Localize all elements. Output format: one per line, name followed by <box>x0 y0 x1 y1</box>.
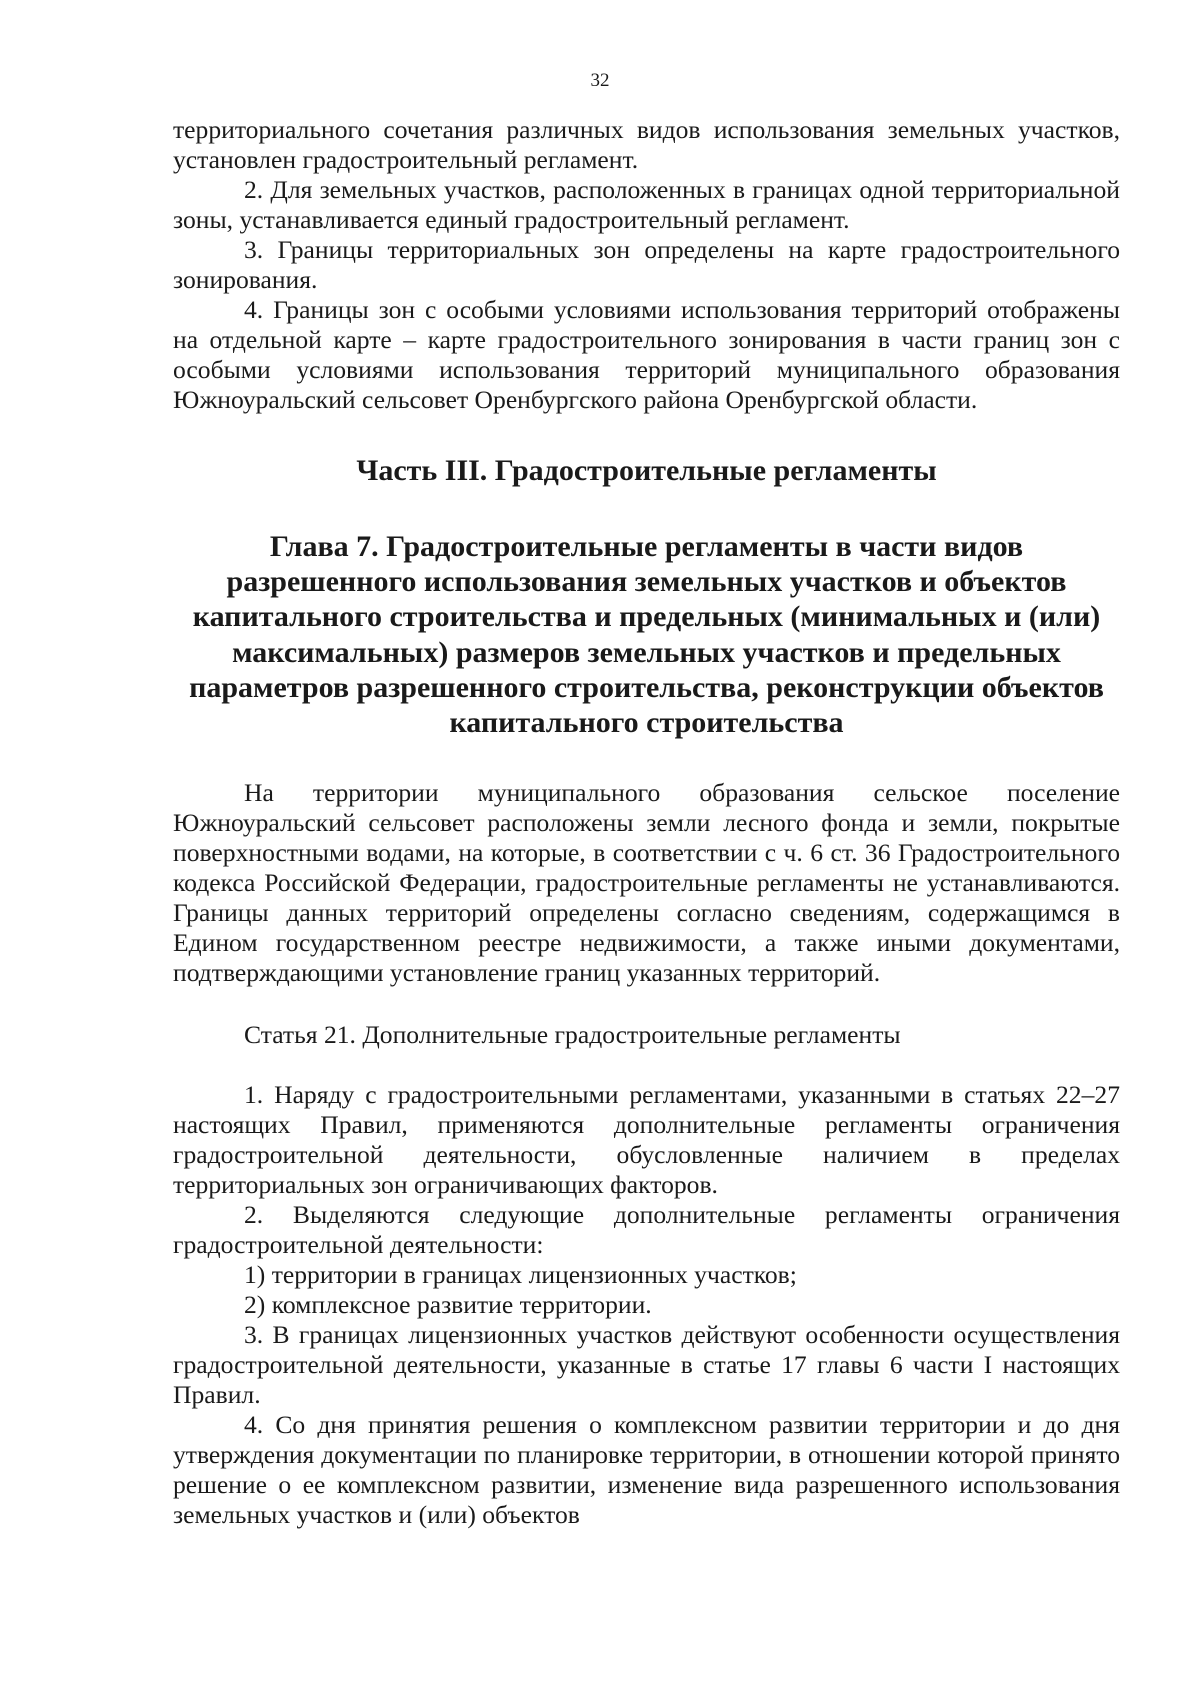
article-paragraph-4: 4. Со дня принятия решения о комплексном развитии территории и до дня утверждения документации по планировке территории, в отношении которой принято решение о ее комплексном развитии, изменение вида разрешенного использования земельных участков и (или) объектов <box>173 1410 1120 1530</box>
paragraph-continuation: территориального сочетания различных видов использования земельных участков, установлен градостроительный регламент. <box>173 115 1120 174</box>
article-list-item-1: 1) территории в границах лицензионных участков; <box>244 1260 797 1290</box>
article-paragraph-2: 2. Выделяются следующие дополнительные регламенты ограничения градостроительной деятельности: <box>173 1200 1120 1260</box>
paragraph-item-2: 2. Для земельных участков, расположенных в границах одной территориальной зоны, устанавливается единый градостроительный регламент. <box>173 175 1120 234</box>
chapter-title: Глава 7. Градостроительные регламенты в части видов разрешенного использования земельных участков и объектов капитального строительства и предельных (минимальных и (или) максимальных) размеров земельных участков и предельных параметров разрешенного строительства, реконструкции объектов капитального строительства <box>189 530 1104 740</box>
part-title: Часть III. Градостроительные регламенты <box>356 454 937 487</box>
page-number: 32 <box>590 70 610 91</box>
article-title: Статья 21. Дополнительные градостроительные регламенты <box>244 1020 901 1050</box>
chapter-paragraph: На территории муниципального образования сельское поселение Южноуральский сельсовет расположены земли лесного фонда и земли, покрытые поверхностными водами, на которые, в соответствии с ч. 6 ст. 36 Градостроительного кодекса Российской Федерации, градостроительные регламенты не устанавливаются. Границы данных территорий определены согласно сведениям, содержащимся в Едином государственном реестре недвижимости, а также иными документами, подтверждающими установление границ указанных территорий. <box>173 778 1120 988</box>
paragraph-item-3: 3. Границы территориальных зон определены на карте градостроительного зонирования. <box>173 235 1120 294</box>
paragraph-item-4: 4. Границы зон с особыми условиями использования территорий отображены на отдельной карте – карте градостроительного зонирования в части границ зон с особыми условиями использования территорий муниципального образования Южноуральский сельсовет Оренбургского района Оренбургской области. <box>173 295 1120 414</box>
page-content <box>173 115 1120 1530</box>
article-paragraph-3: 3. В границах лицензионных участков действуют особенности осуществления градостроительной деятельности, указанные в статье 17 главы 6 части I настоящих Правил. <box>173 1320 1120 1410</box>
article-paragraph-1: 1. Наряду с градостроительными регламентами, указанными в статьях 22–27 настоящих Правил, применяются дополнительные регламенты ограничения градостроительной деятельности, обусловленные наличием в пределах территориальных зон ограничивающих факторов. <box>173 1080 1120 1200</box>
article-list-item-2: 2) комплексное развитие территории. <box>244 1290 652 1320</box>
